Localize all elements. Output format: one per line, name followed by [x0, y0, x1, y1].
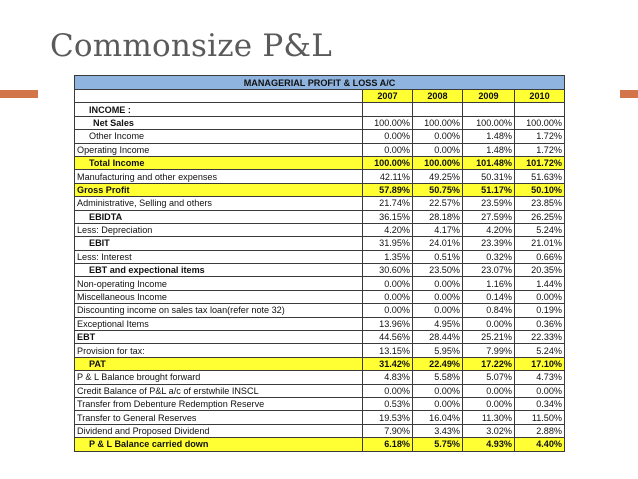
- value-cell-2007: 0.00%: [363, 384, 413, 397]
- value-cell-2008: 22.49%: [413, 357, 463, 370]
- value-cell-2007: 19.53%: [363, 411, 413, 424]
- year-header-2009: 2009: [463, 90, 515, 103]
- value-cell-2010: 20.35%: [515, 264, 565, 277]
- value-cell-2009: 23.59%: [463, 197, 515, 210]
- value-cell-2010: 17.10%: [515, 357, 565, 370]
- value-cell-2010: 1.72%: [515, 143, 565, 156]
- value-cell-2008: 22.57%: [413, 197, 463, 210]
- value-cell-2010: 23.85%: [515, 197, 565, 210]
- value-cell-2010: 1.72%: [515, 130, 565, 143]
- value-cell-2008: 4.17%: [413, 223, 463, 236]
- table-row: [75, 210, 565, 223]
- row-label: Non-operating Income: [75, 277, 363, 290]
- value-cell-2008: 0.00%: [413, 143, 463, 156]
- row-label: Miscellaneous Income: [75, 290, 363, 303]
- value-cell-2010: 0.00%: [515, 290, 565, 303]
- row-label: P & L Balance brought forward: [75, 371, 363, 384]
- row-label: Total Income: [75, 156, 363, 169]
- table-row: [75, 183, 565, 196]
- accent-bar-right: [620, 90, 638, 98]
- value-cell-2009: 0.84%: [463, 304, 515, 317]
- value-cell-2007: 36.15%: [363, 210, 413, 223]
- table-row: [75, 424, 565, 437]
- value-cell-2009: 1.48%: [463, 130, 515, 143]
- row-label: Manufacturing and other expenses: [75, 170, 363, 183]
- value-cell-2010: 21.01%: [515, 237, 565, 250]
- value-cell-2007: 42.11%: [363, 170, 413, 183]
- value-cell-2010: 0.66%: [515, 250, 565, 263]
- value-cell-2007: 13.15%: [363, 344, 413, 357]
- value-cell-2008: 4.95%: [413, 317, 463, 330]
- value-cell-2010: 1.44%: [515, 277, 565, 290]
- value-cell-2007: 31.42%: [363, 357, 413, 370]
- value-cell-2008: 28.44%: [413, 331, 463, 344]
- table-row: [75, 130, 565, 143]
- value-cell-2009: [463, 103, 515, 116]
- value-cell-2010: 4.73%: [515, 371, 565, 384]
- row-label: P & L Balance carried down: [75, 438, 363, 451]
- value-cell-2010: 26.25%: [515, 210, 565, 223]
- value-cell-2007: 0.00%: [363, 130, 413, 143]
- value-cell-2008: [413, 103, 463, 116]
- row-label: Dividend and Proposed Dividend: [75, 424, 363, 437]
- value-cell-2010: 51.63%: [515, 170, 565, 183]
- value-cell-2008: 28.18%: [413, 210, 463, 223]
- accent-bar-left: [0, 90, 38, 98]
- value-cell-2007: 0.00%: [363, 277, 413, 290]
- table-row: [75, 317, 565, 330]
- value-cell-2009: 1.48%: [463, 143, 515, 156]
- value-cell-2010: 4.40%: [515, 438, 565, 451]
- value-cell-2008: 16.04%: [413, 411, 463, 424]
- row-label: Transfer to General Reserves: [75, 411, 363, 424]
- row-label: EBT and expectional items: [75, 264, 363, 277]
- table-row: [75, 397, 565, 410]
- table-row: [75, 331, 565, 344]
- value-cell-2010: 50.10%: [515, 183, 565, 196]
- row-label: Less: Depreciation: [75, 223, 363, 236]
- value-cell-2008: 23.50%: [413, 264, 463, 277]
- value-cell-2010: 5.24%: [515, 344, 565, 357]
- row-label: INCOME :: [75, 103, 363, 116]
- slide-title: Commonsize P&L: [50, 28, 332, 64]
- value-cell-2008: 49.25%: [413, 170, 463, 183]
- value-cell-2007: 30.60%: [363, 264, 413, 277]
- value-cell-2008: 5.58%: [413, 371, 463, 384]
- value-cell-2008: 0.00%: [413, 304, 463, 317]
- year-header-2007: 2007: [363, 90, 413, 103]
- table-row: [75, 384, 565, 397]
- table-row: [75, 170, 565, 183]
- value-cell-2008: 0.00%: [413, 277, 463, 290]
- value-cell-2009: 11.30%: [463, 411, 515, 424]
- table-row: [75, 116, 565, 129]
- row-label: Other Income: [75, 130, 363, 143]
- value-cell-2007: 4.20%: [363, 223, 413, 236]
- row-label: Administrative, Selling and others: [75, 197, 363, 210]
- value-cell-2010: 11.50%: [515, 411, 565, 424]
- row-label: Transfer from Debenture Redemption Reserve: [75, 397, 363, 410]
- value-cell-2007: 57.89%: [363, 183, 413, 196]
- table-row: [75, 290, 565, 303]
- value-cell-2007: 0.00%: [363, 304, 413, 317]
- value-cell-2007: 6.18%: [363, 438, 413, 451]
- pl-table: [74, 75, 565, 452]
- value-cell-2007: [363, 103, 413, 116]
- value-cell-2009: 0.14%: [463, 290, 515, 303]
- value-cell-2008: 50.75%: [413, 183, 463, 196]
- year-header-2010: 2010: [515, 90, 565, 103]
- value-cell-2009: 0.00%: [463, 384, 515, 397]
- table-row: [75, 304, 565, 317]
- table-title: MANAGERIAL PROFIT & LOSS A/C: [75, 76, 565, 90]
- row-label: Discounting income on sales tax loan(refer note 32): [75, 304, 363, 317]
- value-cell-2007: 7.90%: [363, 424, 413, 437]
- value-cell-2008: 5.95%: [413, 344, 463, 357]
- value-cell-2008: 0.00%: [413, 290, 463, 303]
- value-cell-2010: 0.36%: [515, 317, 565, 330]
- value-cell-2009: 3.02%: [463, 424, 515, 437]
- value-cell-2009: 27.59%: [463, 210, 515, 223]
- value-cell-2009: 25.21%: [463, 331, 515, 344]
- table-row: [75, 143, 565, 156]
- value-cell-2009: 1.16%: [463, 277, 515, 290]
- value-cell-2008: 0.51%: [413, 250, 463, 263]
- table-row: [75, 223, 565, 236]
- table-row: [75, 237, 565, 250]
- row-label: Exceptional Items: [75, 317, 363, 330]
- table-row: [75, 103, 565, 116]
- value-cell-2007: 100.00%: [363, 156, 413, 169]
- value-cell-2010: 0.19%: [515, 304, 565, 317]
- value-cell-2010: 101.72%: [515, 156, 565, 169]
- value-cell-2008: 100.00%: [413, 116, 463, 129]
- pl-table-container: [74, 75, 564, 452]
- value-cell-2008: 0.00%: [413, 384, 463, 397]
- row-label: PAT: [75, 357, 363, 370]
- year-header-2008: 2008: [413, 90, 463, 103]
- table-title-row: [75, 76, 565, 90]
- value-cell-2007: 1.35%: [363, 250, 413, 263]
- row-label: EBIT: [75, 237, 363, 250]
- table-row: [75, 344, 565, 357]
- value-cell-2008: 5.75%: [413, 438, 463, 451]
- value-cell-2009: 4.20%: [463, 223, 515, 236]
- value-cell-2008: 0.00%: [413, 130, 463, 143]
- table-row: [75, 371, 565, 384]
- value-cell-2010: 5.24%: [515, 223, 565, 236]
- year-header-row: [75, 90, 565, 103]
- row-label: Credit Balance of P&L a/c of erstwhile INSCL: [75, 384, 363, 397]
- value-cell-2010: [515, 103, 565, 116]
- value-cell-2007: 0.00%: [363, 143, 413, 156]
- value-cell-2009: 0.00%: [463, 397, 515, 410]
- value-cell-2010: 0.34%: [515, 397, 565, 410]
- value-cell-2009: 17.22%: [463, 357, 515, 370]
- value-cell-2009: 7.99%: [463, 344, 515, 357]
- table-row: [75, 250, 565, 263]
- row-label: Less: Interest: [75, 250, 363, 263]
- value-cell-2010: 22.33%: [515, 331, 565, 344]
- table-row: [75, 156, 565, 169]
- row-label: Provision for tax:: [75, 344, 363, 357]
- value-cell-2007: 31.95%: [363, 237, 413, 250]
- value-cell-2010: 100.00%: [515, 116, 565, 129]
- row-label: EBT: [75, 331, 363, 344]
- value-cell-2007: 100.00%: [363, 116, 413, 129]
- value-cell-2009: 5.07%: [463, 371, 515, 384]
- table-row: [75, 438, 565, 451]
- value-cell-2008: 0.00%: [413, 397, 463, 410]
- value-cell-2009: 23.07%: [463, 264, 515, 277]
- row-label: Gross Profit: [75, 183, 363, 196]
- value-cell-2009: 51.17%: [463, 183, 515, 196]
- value-cell-2009: 23.39%: [463, 237, 515, 250]
- row-label: EBIDTA: [75, 210, 363, 223]
- value-cell-2009: 100.00%: [463, 116, 515, 129]
- table-row: [75, 277, 565, 290]
- value-cell-2010: 0.00%: [515, 384, 565, 397]
- table-row: [75, 264, 565, 277]
- row-label: Operating Income: [75, 143, 363, 156]
- value-cell-2009: 0.32%: [463, 250, 515, 263]
- value-cell-2008: 24.01%: [413, 237, 463, 250]
- value-cell-2007: 13.96%: [363, 317, 413, 330]
- value-cell-2007: 44.56%: [363, 331, 413, 344]
- table-row: [75, 197, 565, 210]
- value-cell-2007: 21.74%: [363, 197, 413, 210]
- table-row: [75, 411, 565, 424]
- value-cell-2007: 0.53%: [363, 397, 413, 410]
- row-label: Net Sales: [75, 116, 363, 129]
- value-cell-2009: 0.00%: [463, 317, 515, 330]
- value-cell-2009: 101.48%: [463, 156, 515, 169]
- value-cell-2010: 2.88%: [515, 424, 565, 437]
- value-cell-2009: 50.31%: [463, 170, 515, 183]
- value-cell-2007: 4.83%: [363, 371, 413, 384]
- year-header-blank: [75, 90, 363, 103]
- value-cell-2008: 3.43%: [413, 424, 463, 437]
- table-row: [75, 357, 565, 370]
- value-cell-2007: 0.00%: [363, 290, 413, 303]
- value-cell-2008: 100.00%: [413, 156, 463, 169]
- value-cell-2009: 4.93%: [463, 438, 515, 451]
